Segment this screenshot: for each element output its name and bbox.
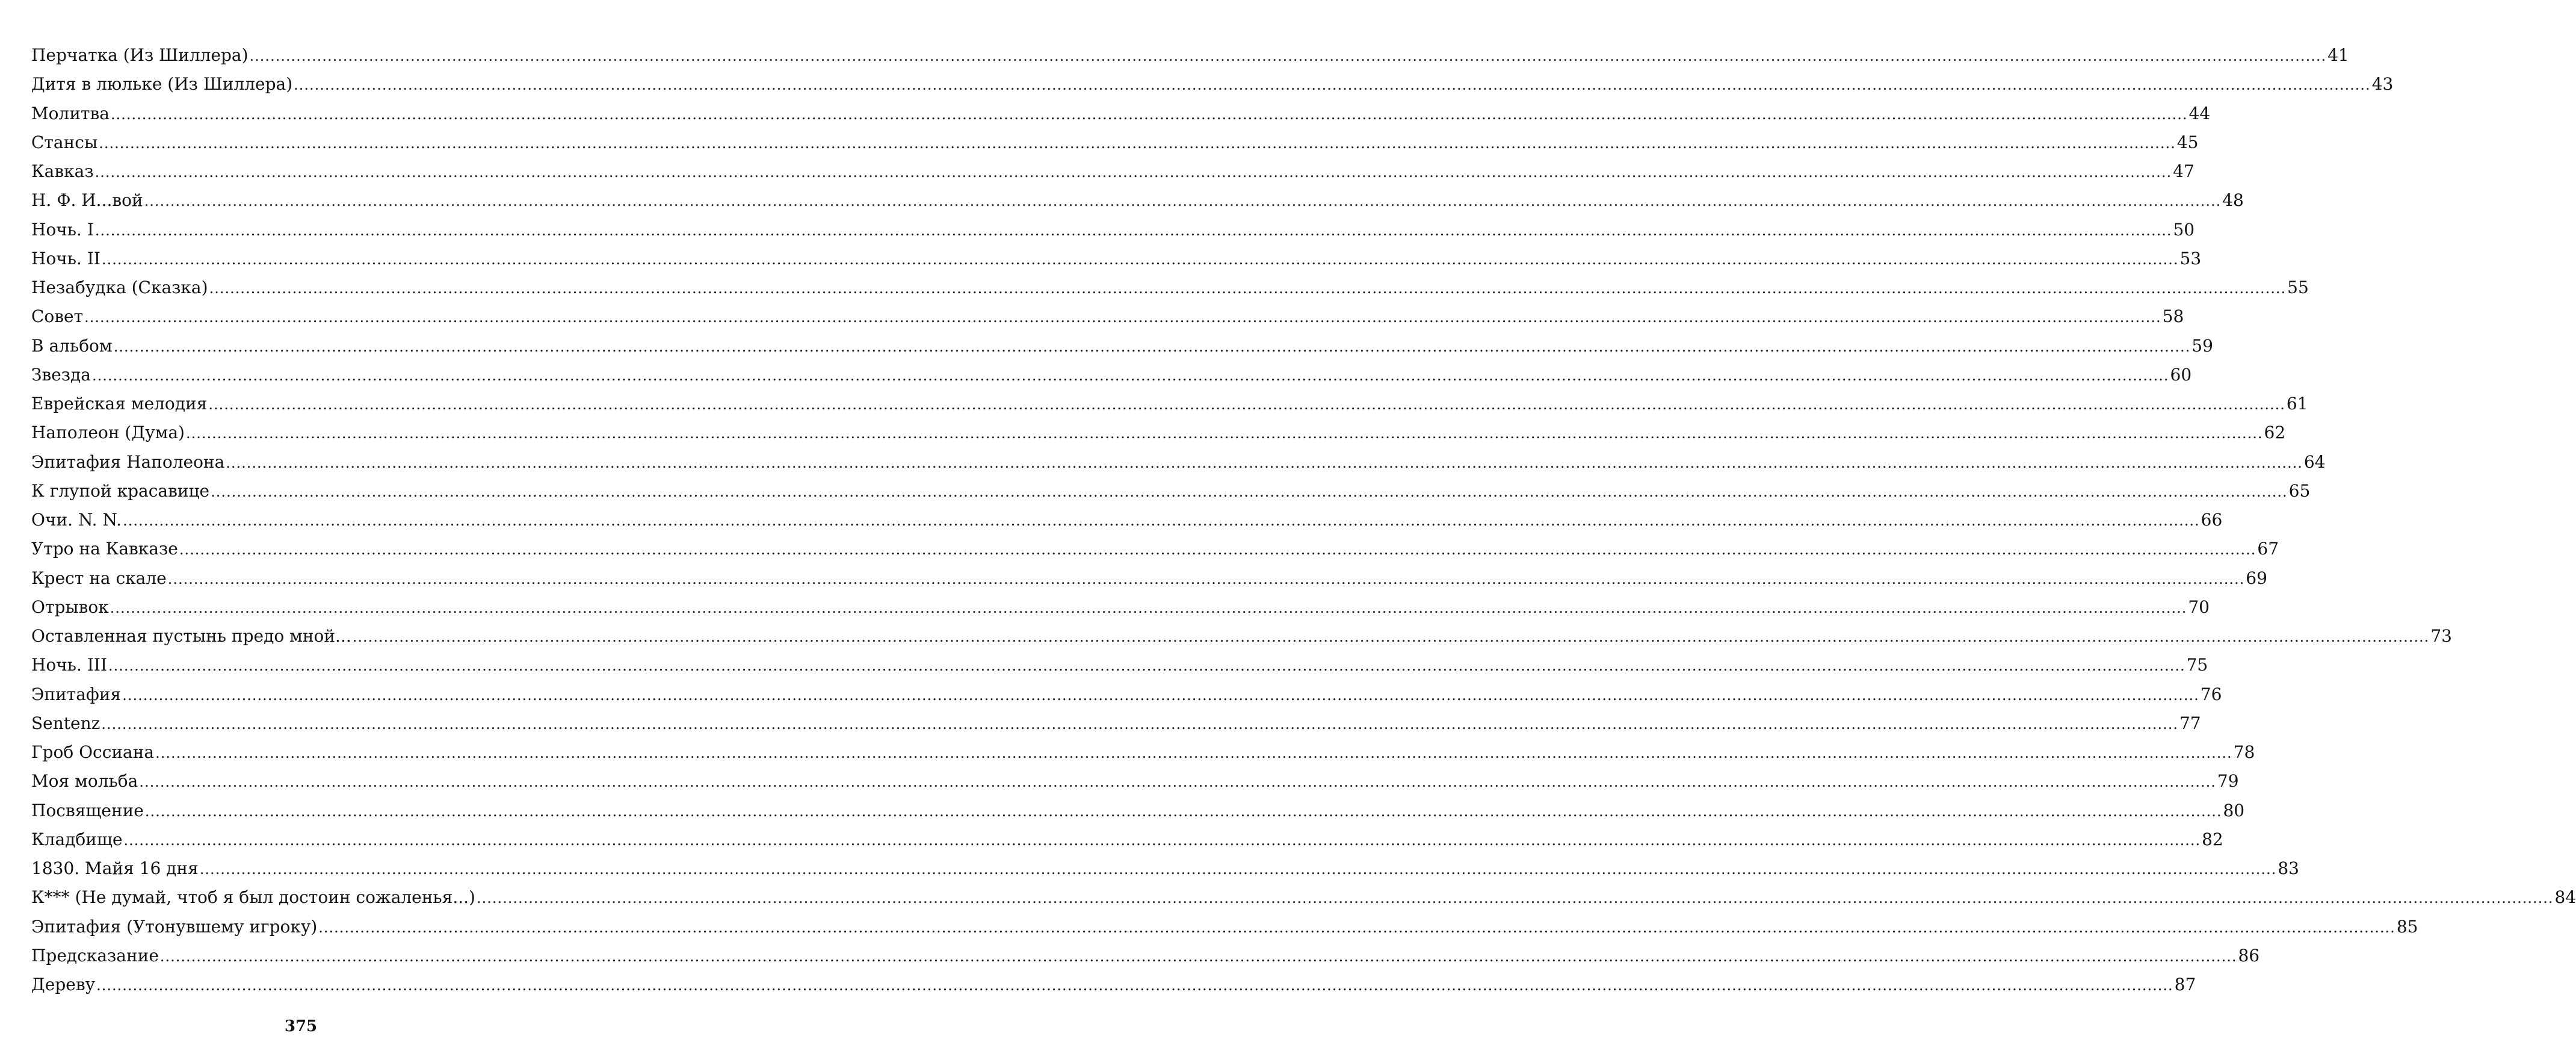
dot-leader: ................................................................................................................................................................................................................................................................................................................................................................................................................ — [144, 193, 2222, 210]
toc-entry-title: Предсказание — [31, 945, 159, 966]
dot-leader: ................................................................................................................................................................................................................................................................................................................................................................................................................ — [123, 831, 2201, 849]
toc-entry-title: Эпитафия (Утонувшему игроку) — [31, 916, 318, 937]
toc-entry-page: 69 — [2246, 568, 2267, 588]
toc-entry-title: Дереву — [31, 975, 96, 994]
toc-entry-page: 43 — [2371, 74, 2394, 95]
toc-entry-title: К глупой красавице — [31, 480, 210, 501]
toc-entry-title: В альбом — [31, 335, 113, 356]
dot-leader: ................................................................................................................................................................................................................................................................................................................................................................................................................ — [101, 250, 2179, 268]
dot-leader: ................................................................................................................................................................................................................................................................................................................................................................................................................ — [226, 454, 2303, 471]
toc-entry — [31, 970, 2196, 999]
dot-leader: ................................................................................................................................................................................................................................................................................................................................................................................................................ — [211, 483, 2288, 500]
dot-leader: ................................................................................................................................................................................................................................................................................................................................................................................................................ — [476, 890, 2554, 907]
dot-leader: ................................................................................................................................................................................................................................................................................................................................................................................................................ — [84, 309, 2161, 326]
toc-entry-title: Утро на Кавказе — [31, 539, 178, 559]
toc-entry-title: Крест на скале — [31, 568, 167, 588]
dot-leader: ................................................................................................................................................................................................................................................................................................................................................................................................................ — [110, 105, 2188, 123]
toc-entry — [31, 273, 2309, 302]
toc-entry — [31, 941, 2260, 970]
page-number: 375 — [284, 1017, 318, 1035]
dot-leader: ................................................................................................................................................................................................................................................................................................................................................................................................................ — [185, 425, 2263, 442]
toc-entry-page: 82 — [2202, 829, 2223, 849]
dot-leader: ................................................................................................................................................................................................................................................................................................................................................................................................................ — [294, 76, 2371, 94]
toc-entry-page: 67 — [2257, 539, 2279, 559]
toc-entry-page: 85 — [2396, 916, 2418, 937]
toc-entry-page: 86 — [2238, 945, 2260, 966]
toc-entry — [31, 332, 2213, 361]
dot-leader: ................................................................................................................................................................................................................................................................................................................................................................................................................ — [108, 657, 2185, 675]
toc-entry-title: Ночь. III — [31, 655, 108, 675]
toc-entry — [31, 215, 2195, 244]
toc-entry — [31, 593, 2210, 622]
toc-entry — [31, 738, 2255, 767]
dot-leader: ................................................................................................................................................................................................................................................................................................................................................................................................................ — [352, 628, 2430, 645]
toc-entry-title: Стансы — [31, 132, 98, 152]
dot-leader: ................................................................................................................................................................................................................................................................................................................................................................................................................ — [113, 338, 2191, 355]
toc-entry — [31, 825, 2223, 854]
toc-entry-title: Посвящение — [31, 800, 144, 820]
toc-entry-page: 50 — [2173, 219, 2195, 240]
dot-leader: ................................................................................................................................................................................................................................................................................................................................................................................................................ — [199, 861, 2277, 878]
toc-entry-page: 58 — [2162, 306, 2184, 327]
toc-entry-title: Перчатка (Из Шиллера) — [31, 45, 249, 65]
toc-entry-page: 65 — [2288, 480, 2311, 501]
toc-entry-page: 59 — [2191, 335, 2213, 356]
dot-leader: ................................................................................................................................................................................................................................................................................................................................................................................................................ — [179, 541, 2256, 559]
toc-entry-title: Совет — [31, 306, 84, 327]
toc-entry-title: Ночь. II — [31, 248, 100, 268]
toc-entry — [31, 361, 2192, 389]
toc-entry — [31, 913, 2418, 941]
toc-entry-title: Кавказ — [31, 161, 94, 181]
toc-entry-page: 64 — [2303, 451, 2326, 472]
toc-entry-page: 60 — [2170, 364, 2192, 385]
toc-entry — [31, 302, 2184, 331]
toc-entry-page: 44 — [2188, 103, 2211, 123]
dot-leader: ................................................................................................................................................................................................................................................................................................................................................................................................................ — [155, 745, 2232, 761]
toc-entry-page: 77 — [2179, 713, 2201, 733]
toc-entry-page: 87 — [2174, 975, 2196, 994]
dot-leader: ................................................................................................................................................................................................................................................................................................................................................................................................................ — [122, 686, 2199, 704]
toc-entry — [31, 41, 2349, 70]
toc-entry-title: Оставленная пустынь предо мной... — [31, 626, 351, 646]
toc-entry — [31, 99, 2211, 128]
toc-entry-title: Гроб Оссиана — [31, 742, 155, 762]
toc-entry — [31, 477, 2311, 506]
dot-leader: ................................................................................................................................................................................................................................................................................................................................................................................................................ — [159, 947, 2237, 965]
toc-entry-page: 48 — [2222, 190, 2244, 211]
toc-entry-title: 1830. Майя 16 дня — [31, 858, 199, 878]
toc-entry-title: Эпитафия Наполеона — [31, 451, 225, 472]
dot-leader: ................................................................................................................................................................................................................................................................................................................................................................................................................ — [123, 512, 2200, 529]
dot-leader: ................................................................................................................................................................................................................................................................................................................................................................................................................ — [96, 977, 2173, 994]
toc-entry-title: Молитва — [31, 103, 110, 123]
toc-entry — [31, 70, 2394, 99]
dot-leader: ................................................................................................................................................................................................................................................................................................................................................................................................................ — [209, 280, 2287, 297]
toc-entry — [31, 157, 2195, 186]
toc-entry-page: 80 — [2223, 800, 2245, 820]
dot-leader: ................................................................................................................................................................................................................................................................................................................................................................................................................ — [249, 48, 2327, 64]
toc-entry — [31, 854, 2299, 883]
toc-entry-title: Ночь. I — [31, 219, 94, 240]
toc-entry-title: Звезда — [31, 364, 91, 385]
dot-leader: ................................................................................................................................................................................................................................................................................................................................................................................................................ — [208, 396, 2285, 413]
toc-entry — [31, 651, 2208, 680]
toc-entry-title: Незабудка (Сказка) — [31, 277, 208, 297]
toc-entry — [31, 622, 2452, 651]
toc-entry — [31, 680, 2222, 709]
toc-entry — [31, 883, 2576, 912]
toc-entry-page: 73 — [2430, 626, 2452, 646]
toc-entry-title: Моя мольба — [31, 771, 138, 792]
toc-entry-page: 79 — [2217, 771, 2239, 792]
dot-leader: ................................................................................................................................................................................................................................................................................................................................................................................................................ — [110, 599, 2187, 616]
dot-leader: ................................................................................................................................................................................................................................................................................................................................................................................................................ — [167, 570, 2245, 587]
toc-entry-title: Н. Ф. И...вой — [31, 190, 143, 211]
toc-entry — [31, 796, 2245, 825]
toc-entry-page: 61 — [2286, 394, 2308, 414]
toc-entry-title: Кладбище — [31, 829, 123, 849]
toc-entry — [31, 128, 2199, 157]
dot-leader: ................................................................................................................................................................................................................................................................................................................................................................................................................ — [94, 164, 2172, 181]
toc-entry-page: 76 — [2200, 684, 2222, 704]
toc-entry-page: 47 — [2173, 161, 2195, 181]
toc-entry-page: 84 — [2554, 887, 2576, 908]
toc-entry — [31, 186, 2244, 215]
toc-entry — [31, 506, 2223, 535]
dot-leader: ................................................................................................................................................................................................................................................................................................................................................................................................................ — [94, 222, 2172, 239]
toc-entry-page: 78 — [2233, 742, 2255, 762]
toc-entry-title: Sentenz — [31, 713, 100, 733]
dot-leader: ................................................................................................................................................................................................................................................................................................................................................................................................................ — [144, 802, 2222, 820]
toc-entry-title: Наполеон (Дума) — [31, 423, 185, 443]
toc-entry-page: 70 — [2188, 597, 2210, 617]
toc-entry-page: 75 — [2186, 655, 2208, 675]
toc-entry-page: 41 — [2327, 45, 2349, 65]
toc-entry — [31, 709, 2201, 738]
toc-entry-page: 66 — [2201, 510, 2223, 530]
toc-entry-page: 62 — [2264, 423, 2286, 443]
table-of-contents — [31, 41, 2576, 999]
dot-leader: ................................................................................................................................................................................................................................................................................................................................................................................................................ — [139, 773, 2216, 791]
toc-entry — [31, 418, 2286, 447]
toc-entry-page: 45 — [2176, 132, 2199, 152]
toc-entry-page: 83 — [2278, 858, 2299, 878]
dot-leader: ................................................................................................................................................................................................................................................................................................................................................................................................................ — [99, 134, 2176, 152]
dot-leader: ................................................................................................................................................................................................................................................................................................................................................................................................................ — [101, 715, 2178, 733]
toc-entry-page: 53 — [2179, 248, 2202, 268]
toc-entry — [31, 564, 2267, 593]
toc-entry — [31, 535, 2279, 563]
dot-leader: ................................................................................................................................................................................................................................................................................................................................................................................................................ — [318, 919, 2395, 936]
toc-entry-page: 55 — [2287, 277, 2309, 297]
toc-entry — [31, 448, 2326, 477]
toc-entry — [31, 244, 2202, 273]
toc-entry — [31, 389, 2308, 418]
toc-entry — [31, 767, 2239, 796]
toc-entry-title: Очи. N. N. — [31, 510, 122, 530]
toc-entry-title: Эпитафия — [31, 684, 122, 704]
toc-entry-title: Еврейская мелодия — [31, 394, 208, 414]
toc-entry-title: К*** (Не думай, чтоб я был достоин сожаленья...) — [31, 887, 475, 908]
toc-entry-title: Отрывок — [31, 597, 109, 617]
toc-entry-title: Дитя в люльке (Из Шиллера) — [31, 74, 293, 95]
dot-leader: ................................................................................................................................................................................................................................................................................................................................................................................................................ — [91, 367, 2169, 384]
